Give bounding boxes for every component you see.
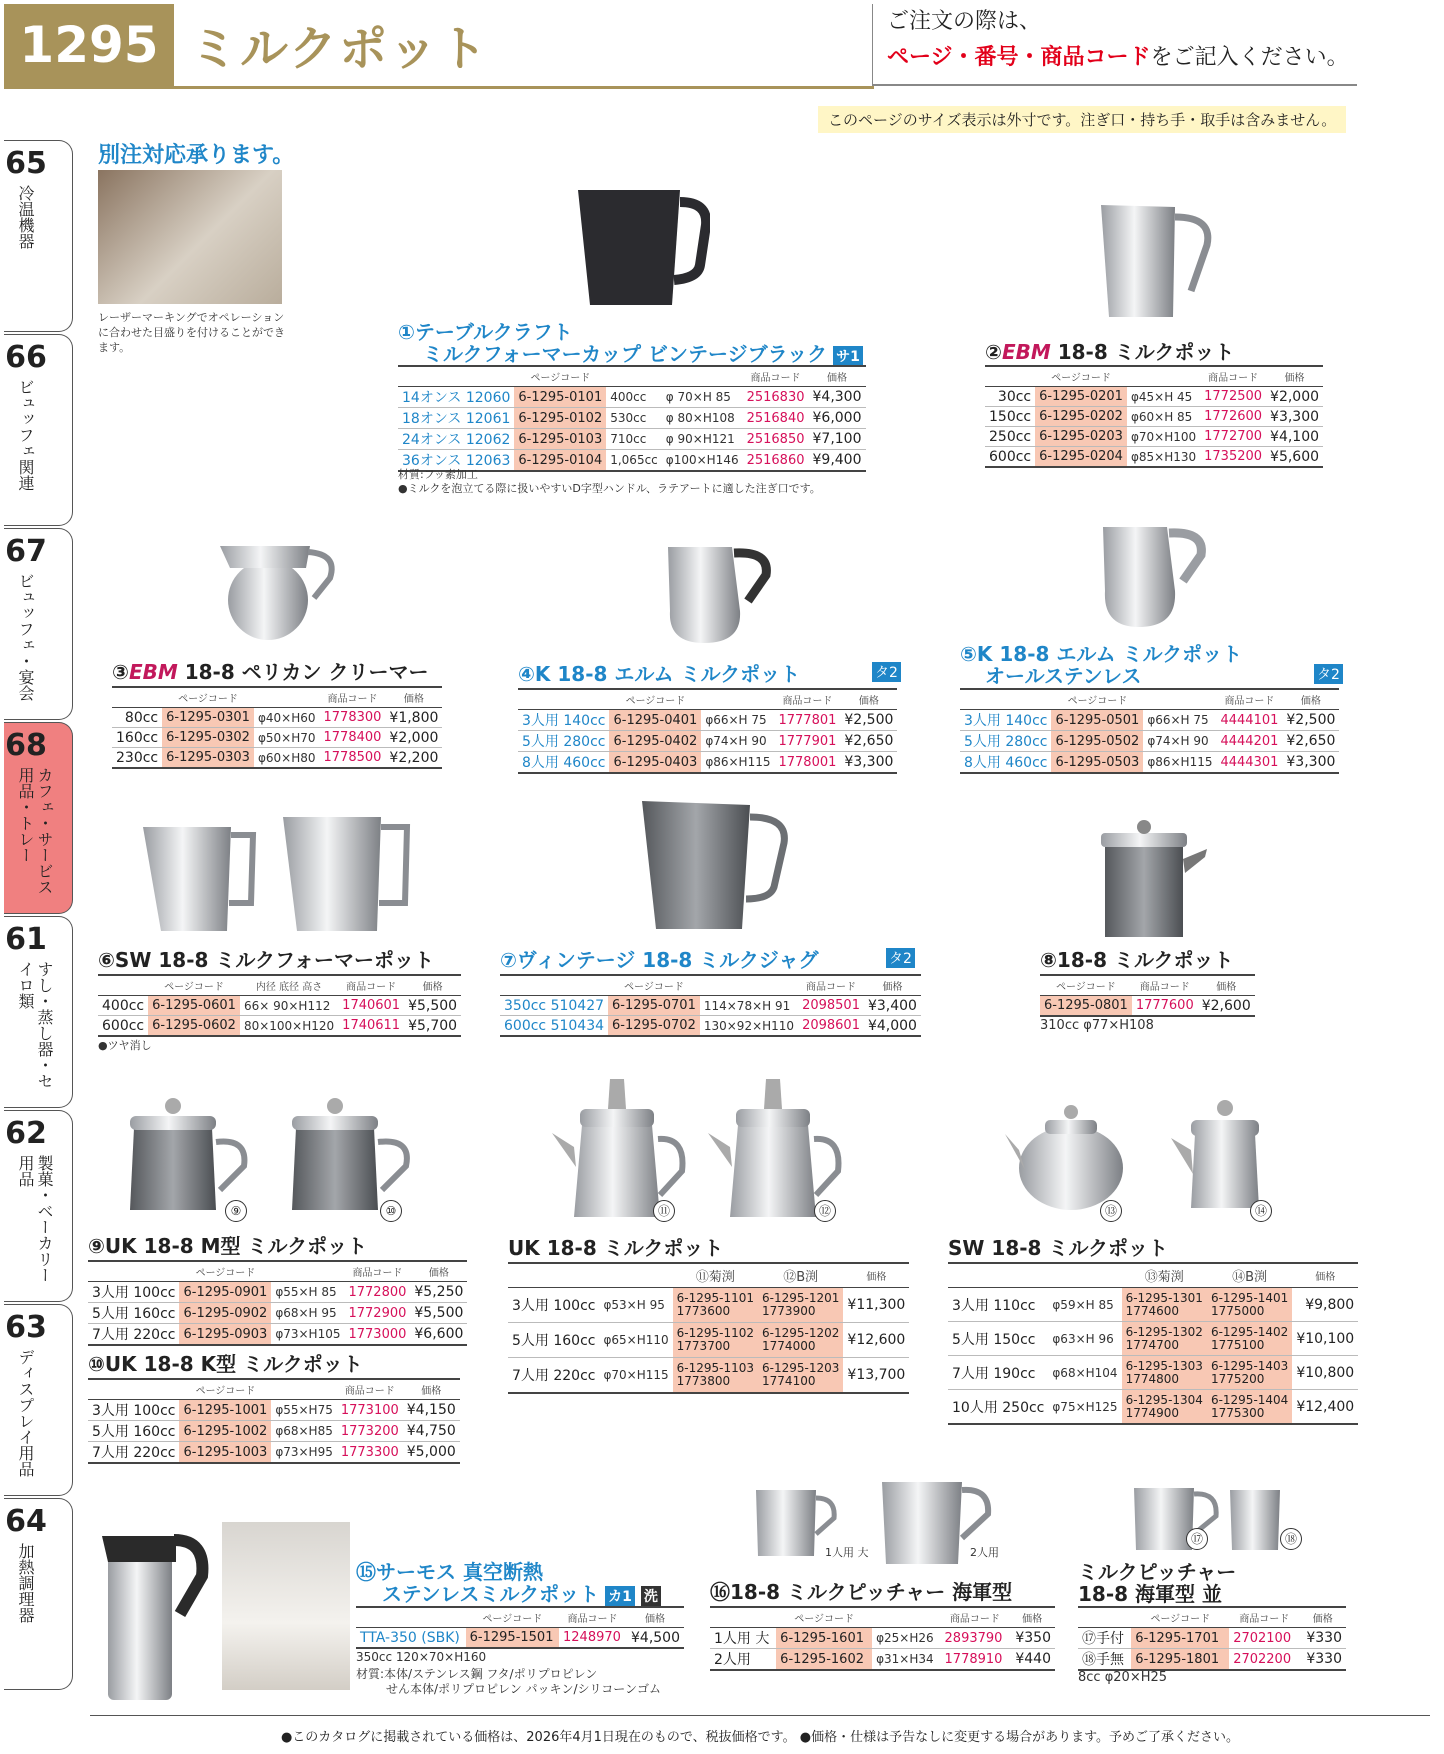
p16-cap1: 1人用 大 (825, 1546, 869, 1559)
table-row: 2人用 6-1295-1602 φ31×H34 1778910 ¥440 (710, 1649, 1055, 1671)
p5-table: ページコード 商品コード 価格 3人用 140cc 6-1295-0501 φ66×H 75 4444101 ¥2,500 5人用 280cc 6-1295-0502 φ74×H 90 4444201 ¥2,650 8人用 460cc 6-1295-0503 φ86×H115 4444301 ¥3,300 (960, 688, 1339, 774)
num-12-label: ⑫ (814, 1200, 836, 1222)
p1-title1: ①テーブルクラフト (398, 320, 573, 344)
pelican-creamer-image (210, 528, 340, 648)
p1-table: ページコード 商品コード 価格 14オンス 12060 6-1295-0101 400cc φ 70×H 85 2516830 ¥4,300 18オンス 12061 6-1295-0102 530cc φ 80×H108 2516840 ¥6,000 24オンス 12062 6-1295-0103 710cc φ 90×H121 2516850 ¥7,100 36オンス 12063 6-1295-0104 1,065cc φ100×H146 2516860 ¥9,400 (398, 365, 866, 472)
p3-title: ③EBM 18-8 ペリカン クリーマー (112, 660, 429, 684)
p17-table: ページコード 商品コード 価格 ⑰手付 6-1295-1701 2702100 ¥330 ⑱手無 6-1295-1801 2702200 ¥330 (1078, 1606, 1346, 1671)
p16-cap2: 2人用 (970, 1546, 999, 1559)
table-row: 80cc 6-1295-0301 φ40×H60 1778300 ¥1,800 (112, 708, 442, 728)
table-row: 5人用 160cc φ65×H110 6-1295-1102 1773700 6-1295-1202 1774000 ¥12,600 (508, 1323, 909, 1358)
tab-61[interactable] (4, 916, 73, 1108)
p5-title2: オールステンレス (985, 664, 1142, 688)
tab-66[interactable] (4, 334, 73, 526)
table-row: 3人用 110cc φ59×H 85 6-1295-1301 1774600 6-1295-1401 1775000 ¥9,800 (948, 1288, 1358, 1322)
sw-milk-pots-image (1005, 1090, 1275, 1220)
table-row: 7人用 220cc φ70×H115 6-1295-1103 1773800 6-1295-1203 1774100 ¥13,700 (508, 1358, 909, 1394)
num-10-label: ⑩ (380, 1200, 402, 1222)
table-row: 160cc 6-1295-0302 φ50×H70 1778400 ¥2,000 (112, 728, 442, 748)
num-13-label: ⑬ (1100, 1200, 1122, 1222)
table-row: 7人用 220cc 6-1295-0903 φ73×H105 1773000 ¥6,600 (88, 1324, 467, 1346)
uk-milk-pots-image (552, 1075, 852, 1225)
table-row: 5人用 160cc 6-1295-1002 φ68×H85 1773200 ¥4,750 (88, 1421, 460, 1442)
header-rule (4, 86, 874, 89)
table-row: 3人用 140cc 6-1295-0401 φ66×H 75 1777801 ¥2,500 (518, 710, 897, 731)
tab-num: 65 (5, 146, 47, 181)
table-row: ⑱手無 6-1295-1801 2702200 ¥330 (1078, 1649, 1346, 1671)
tab-label: ビュッフェ・宴会 (16, 573, 35, 701)
footer-note: ●このカタログに掲載されている価格は、2026年4月1日現在のもので、税抜価格です。 ●価格・仕様は予告なしに変更する場合があります。予めご了承ください。 (90, 1715, 1430, 1745)
tab-num: 67 (5, 534, 47, 569)
num-11-label: ⑪ (653, 1200, 675, 1222)
p1-badge: サ1 (833, 346, 863, 366)
table-row: 5人用 150cc φ63×H 96 6-1295-1302 1774700 6-1295-1402 1775100 ¥10,100 (948, 1322, 1358, 1356)
tab-num: 63 (5, 1310, 47, 1345)
table-row: 600cc 6-1295-0602 80×100×H120 1740611 ¥5,700 (98, 1016, 461, 1037)
tab-num: 66 (5, 340, 47, 375)
p15-note2: 材質:本体/ステンレス鋼 フタ/ポリプロピレン (356, 1667, 598, 1681)
table-row: 8人用 460cc 6-1295-0503 φ86×H115 4444301 ¥3,300 (960, 752, 1339, 774)
p8-table: ページコード 商品コード 価格 6-1295-0801 1777600 ¥2,600 (1040, 974, 1255, 1017)
page-number: 1295 (4, 4, 174, 86)
table-row: 7人用 220cc 6-1295-1003 φ73×H95 1773300 ¥5,000 (88, 1442, 460, 1464)
latte-pour-photo (98, 170, 282, 304)
table-row: TTA-350 (SBK) 6-1295-1501 1248970 ¥4,500 (356, 1628, 684, 1649)
tab-num: 68 (5, 728, 47, 763)
p17-title1: ミルクピッチャー (1078, 1560, 1237, 1584)
tab-label: ビュッフェ関連 (16, 379, 35, 491)
table-row: 5人用 280cc 6-1295-0502 φ74×H 90 4444201 ¥2,650 (960, 731, 1339, 752)
num-17-label: ⑰ (1186, 1528, 1208, 1550)
vintage-milk-jug-image (638, 795, 798, 935)
table-row: 150cc 6-1295-0202 φ60×H 85 1772600 ¥3,300 (985, 407, 1323, 427)
tab-67[interactable] (4, 528, 73, 720)
table-row: 3人用 100cc φ53×H 95 6-1295-1101 1773600 6-1295-1201 1773900 ¥11,300 (508, 1288, 909, 1323)
p7-title: ⑦ヴィンテージ 18-8 ミルクジャグ (500, 948, 819, 972)
notice-suffix: をご記入ください。 (1150, 45, 1349, 70)
table-row: 5人用 160cc 6-1295-0902 φ68×H 95 1772900 ¥5,500 (88, 1303, 467, 1324)
all-stainless-elm-pot-image (1095, 515, 1215, 635)
p6-table: ページコード 内径 底径 高さ 商品コード 価格 400cc 6-1295-0601 66× 90×H112 1740601 ¥5,500 600cc 6-1295-0602 80×100×H120 1740611 ¥5,700 (98, 974, 461, 1037)
tab-num: 62 (5, 1116, 47, 1151)
table-row: 600cc 6-1295-0204 φ85×H130 1735200 ¥5,600 (985, 447, 1323, 468)
tab-65[interactable] (4, 140, 73, 332)
p15-table: ページコード 商品コード 価格 TTA-350 (SBK) 6-1295-1501 1248970 ¥4,500 (356, 1606, 684, 1649)
table-row: 230cc 6-1295-0303 φ60×H80 1778500 ¥2,200 (112, 748, 442, 769)
tab-num: 64 (5, 1504, 47, 1539)
table-row: 600cc 510434 6-1295-0702 130×92×H110 2098601 ¥4,000 (500, 1016, 921, 1037)
p15-title1: ⑮サーモス 真空断熱 (356, 1560, 543, 1584)
p15-badge1: カ1 (605, 1586, 635, 1606)
table-row: 3人用 100cc 6-1295-1001 φ55×H75 1773100 ¥4,150 (88, 1400, 460, 1421)
table-row: 250cc 6-1295-0203 φ70×H100 1772700 ¥4,100 (985, 427, 1323, 447)
p7-badge: タ2 (886, 948, 915, 968)
table-row: 8人用 460cc 6-1295-0403 φ86×H115 1778001 ¥3,300 (518, 752, 897, 774)
tab-64[interactable] (4, 1498, 73, 1690)
p4-table: ページコード 商品コード 価格 3人用 140cc 6-1295-0401 φ66×H 75 1777801 ¥2,500 5人用 280cc 6-1295-0402 φ74×H 90 1777901 ¥2,650 8人用 460cc 6-1295-0403 φ86×H115 1778001 ¥3,300 (518, 688, 897, 774)
table-row: 1人用 大 6-1295-1601 φ25×H26 2893790 ¥350 (710, 1628, 1055, 1649)
tab-label: カフェ・サービス用品・トレー (16, 767, 54, 895)
table-row: 10人用 250cc φ75×H125 6-1295-1304 1774900 6-1295-1404 1775300 ¥12,400 (948, 1390, 1358, 1425)
p16-table: ページコード 商品コード 価格 1人用 大 6-1295-1601 φ25×H26 2893790 ¥350 2人用 6-1295-1602 φ31×H34 1778910 ¥440 (710, 1606, 1055, 1671)
milk-former-pots-image (135, 805, 425, 940)
elm-milk-pot-image (660, 535, 780, 650)
table-row: 3人用 140cc 6-1295-0501 φ66×H 75 4444101 ¥2,500 (960, 710, 1339, 731)
p7-table: ページコード 商品コード 価格 350cc 510427 6-1295-0701 114×78×H 91 2098501 ¥3,400 600cc 510434 6-1295-0702 130×92×H110 2098601 ¥4,000 (500, 974, 921, 1037)
table-row: 24オンス 12062 6-1295-0103 710cc φ 90×H121 2516850 ¥7,100 (398, 429, 866, 450)
tab-63[interactable] (4, 1304, 73, 1496)
num-14-label: ⑭ (1250, 1200, 1272, 1222)
tab-68[interactable] (4, 722, 73, 914)
p6-title: ⑥SW 18-8 ミルクフォーマーポット (98, 948, 434, 972)
p9-title: ⑨UK 18-8 M型 ミルクポット (88, 1234, 368, 1258)
page-title: ミルクポット (190, 21, 490, 77)
tab-label: 加熱調理器 (16, 1543, 35, 1623)
lidded-milk-pot-image (1095, 815, 1215, 940)
num-9-label: ⑨ (225, 1200, 247, 1222)
p4-title: ④K 18-8 エルム ミルクポット (518, 662, 801, 686)
table-row: 400cc 6-1295-0601 66× 90×H112 1740601 ¥5,500 (98, 996, 461, 1016)
p1-note2: ●ミルクを泡立てる際に扱いやすいD字型ハンドル、ラテアートに適した注ぎ口です。 (398, 482, 821, 495)
p1-title2: ミルクフォーマーカップ ビンテージブラック サ1 (423, 338, 863, 367)
p17-note: 8cc φ20×H25 (1078, 1670, 1168, 1685)
table-row: 30cc 6-1295-0201 φ45×H 45 1772500 ¥2,000 (985, 387, 1323, 407)
table-row: 6-1295-0801 1777600 ¥2,600 (1040, 996, 1255, 1017)
p15-title2: ステンレスミルクポット カ1 洗 (382, 1578, 661, 1607)
p9-table: ページコード 商品コード 価格 3人用 100cc 6-1295-0901 φ55×H 85 1772800 ¥5,250 5人用 160cc 6-1295-0902 φ68×H 95 1772900 ¥5,500 7人用 220cc 6-1295-0903 φ73×H105 1773000 ¥6,600 (88, 1260, 467, 1346)
thermos-pot-image (98, 1522, 210, 1702)
p11-table: ⑪菊渕 ⑫B渕 価格 3人用 100cc φ53×H 95 6-1295-1101 1773600 6-1295-1201 1773900 ¥11,300 5人用 160cc φ65×H110 6-1295-1102 1773700 6-1295-1202 1774000 ¥12,600 7人用 220cc φ70×H115 6-1295-1103 1773800 6-1295-1203 1774100 ¥13,700 (508, 1262, 909, 1394)
p15-note3: せん本体/ポリプロピレン パッキン/シリコーンゴム (386, 1682, 662, 1696)
table-row: 14オンス 12060 6-1295-0101 400cc φ 70×H 85 2516830 ¥4,300 (398, 387, 866, 408)
table-row: ⑰手付 6-1295-1701 2702100 ¥330 (1078, 1628, 1346, 1649)
p17-title2: 18-8 海軍型 並 (1078, 1582, 1222, 1606)
p15-badge2: 洗 (641, 1586, 661, 1606)
p3-table: ページコード 商品コード 価格 80cc 6-1295-0301 φ40×H60 1778300 ¥1,800 160cc 6-1295-0302 φ50×H70 1778400 ¥2,000 230cc 6-1295-0303 φ60×H80 1778500 ¥2,200 (112, 686, 442, 769)
tab-label: 冷温機器 (16, 185, 35, 249)
uk-m-k-pots-image (120, 1090, 420, 1220)
custom-order-caption: レーザーマーキングでオペレーションに合わせた目盛りを付けることができます。 (98, 311, 285, 354)
table-row: 18オンス 12061 6-1295-0102 530cc φ 80×H108 2516840 ¥6,000 (398, 408, 866, 429)
p2-title: ②EBM 18-8 ミルクポット (985, 340, 1235, 364)
custom-order-title: 別注対応承ります。 (98, 143, 295, 168)
p8-title: ⑧18-8 ミルクポット (1040, 948, 1234, 972)
p4-badge: タ2 (872, 662, 901, 682)
p10-table: ページコード 商品コード 価格 3人用 100cc 6-1295-1001 φ55×H75 1773100 ¥4,150 5人用 160cc 6-1295-1002 φ68×H85 1773200 ¥4,750 7人用 220cc 6-1295-1003 φ73×H95 1773300 ¥5,000 (88, 1378, 460, 1464)
ebm-milk-pot-image (1095, 195, 1225, 330)
table-row: 3人用 100cc 6-1295-0901 φ55×H 85 1772800 ¥5,250 (88, 1282, 467, 1303)
tab-num: 61 (5, 922, 47, 957)
tab-label: 製菓・ベーカリー用品 (16, 1155, 54, 1283)
table-row: 7人用 190cc φ68×H104 6-1295-1303 1774800 6-1295-1403 1775200 ¥10,800 (948, 1356, 1358, 1390)
table-row: 5人用 280cc 6-1295-0402 φ74×H 90 1777901 ¥2,650 (518, 731, 897, 752)
p13-title: SW 18-8 ミルクポット (948, 1236, 1169, 1260)
black-pitcher-image (560, 180, 710, 315)
p10-title: ⑩UK 18-8 K型 ミルクポット (88, 1352, 363, 1376)
p2-table: ページコード 商品コード 価格 30cc 6-1295-0201 φ45×H 45 1772500 ¥2,000 150cc 6-1295-0202 φ60×H 85 1772600 ¥3,300 250cc 6-1295-0203 φ70×H100 1772700 ¥4,100 600cc 6-1295-0204 φ85×H130 1735200 ¥5,600 (985, 365, 1323, 468)
p8-note: 310cc φ77×H108 (1040, 1018, 1154, 1033)
tab-label: ディスプレイ用品 (16, 1349, 35, 1477)
pouring-coffee-photo (222, 1522, 350, 1690)
table-row: 36オンス 12063 6-1295-0104 1,065cc φ100×H146 2516860 ¥9,400 (398, 450, 866, 472)
size-note: このページのサイズ表示は外寸です。注ぎ口・持ち手・取手は含みません。 (818, 106, 1346, 133)
order-notice (872, 4, 1357, 86)
p11-title: UK 18-8 ミルクポット (508, 1236, 724, 1260)
p16-title: ⑯18-8 ミルクピッチャー 海軍型 (710, 1580, 1013, 1604)
tab-label: すし・蒸し器・セイロ類 (16, 961, 54, 1089)
p6-note: ●ツヤ消し (98, 1039, 152, 1052)
notice-line1: ご注文の際は、 (887, 9, 1042, 34)
table-row: 350cc 510427 6-1295-0701 114×78×H 91 2098501 ¥3,400 (500, 996, 921, 1016)
p1-note1: 材質:フッ素加工 (398, 468, 478, 481)
small-pitchers-image (1128, 1478, 1308, 1558)
p15-note1: 350cc 120×70×H160 (356, 1650, 487, 1664)
tab-62[interactable] (4, 1110, 73, 1302)
p5-badge: タ2 (1314, 664, 1343, 684)
num-18-label: ⑱ (1280, 1528, 1302, 1550)
notice-red: ページ・番号・商品コード (887, 45, 1151, 70)
p13-table: ⑬菊渕 ⑭B渕 価格 3人用 110cc φ59×H 85 6-1295-1301 1774600 6-1295-1401 1775000 ¥9,800 5人用 150cc φ63×H 96 6-1295-1302 1774700 6-1295-1402 1775100 ¥10,100 7人用 190cc φ68×H104 6-1295-1303 1774800 6-1295-1403 1775200 ¥10,800 10人用 250cc φ75×H125 6-1295-1304 1774900 6-1295-1404 1775300 ¥12,400 (948, 1262, 1358, 1425)
p5-title1: ⑤K 18-8 エルム ミルクポット (960, 642, 1243, 666)
